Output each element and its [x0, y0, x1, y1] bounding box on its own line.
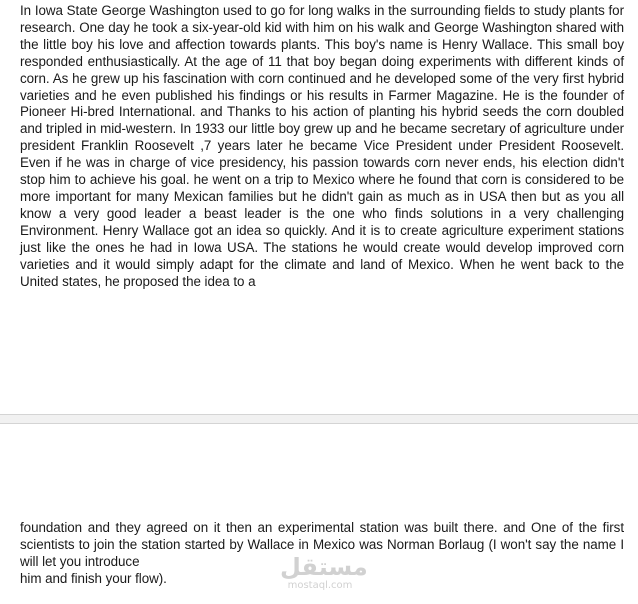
paragraph-2-line-1: foundation and they agreed on it then an experimental station was built there. and One of the first scientists to join the station started by Wallace in Mexico was Norman Borlaug (I won't say the name I will let you introduce	[20, 520, 624, 569]
page-break	[0, 414, 638, 424]
paragraph-2-line-2: him and finish your flow).	[20, 570, 167, 586]
body-paragraph-1: In Iowa State George Washington used to go for long walks in the surrounding fields to study plants for research. One day he took a six-year-old kid with him on his walk and George Washington shared with the little boy his love and affection towards plants. This boy's name is Henry Wallace. This small boy responded enthusiastically. At the age of 11 that boy began doing experiments with different kinds of corn. As he grew up his fascination with corn continued and he developed some of the very first hybrid varieties and he even published his findings or his results in Farmer Magazine. He is the founder of Pioneer Hi-bred International. and Thanks to his action of planting his hybrid seeds the corn doubled and tripled in mid-western. In 1933 our little boy grew up and he became secretary of agriculture under president Franklin Roosevelt ,7 years later he became Vice President under President Roosevelt. Even if he was in charge of vice presidency, his passion towards corn never ends, his election didn't stop him to achieve his goal. he went on a trip to Mexico where he found that corn is considered to be more important for many Mexican families but he didn't gain as much as in USA then but as you all know a very good leader a beast leader is the one who finds solutions in a very challenging Environment. Henry Wallace got an idea so quickly. And it is to create agriculture experiment stations just like the ones he had in Iowa USA. The stations he would create would develop improved corn varieties and it would simply adapt for the climate and land of Mexico. When he went back to the United states, he proposed the idea to a	[20, 3, 624, 289]
watermark-domain: mostaql.com	[287, 580, 353, 591]
body-paragraph-2	[20, 520, 624, 588]
page-two	[0, 424, 638, 604]
watermark-mark: مستقل	[280, 553, 368, 581]
